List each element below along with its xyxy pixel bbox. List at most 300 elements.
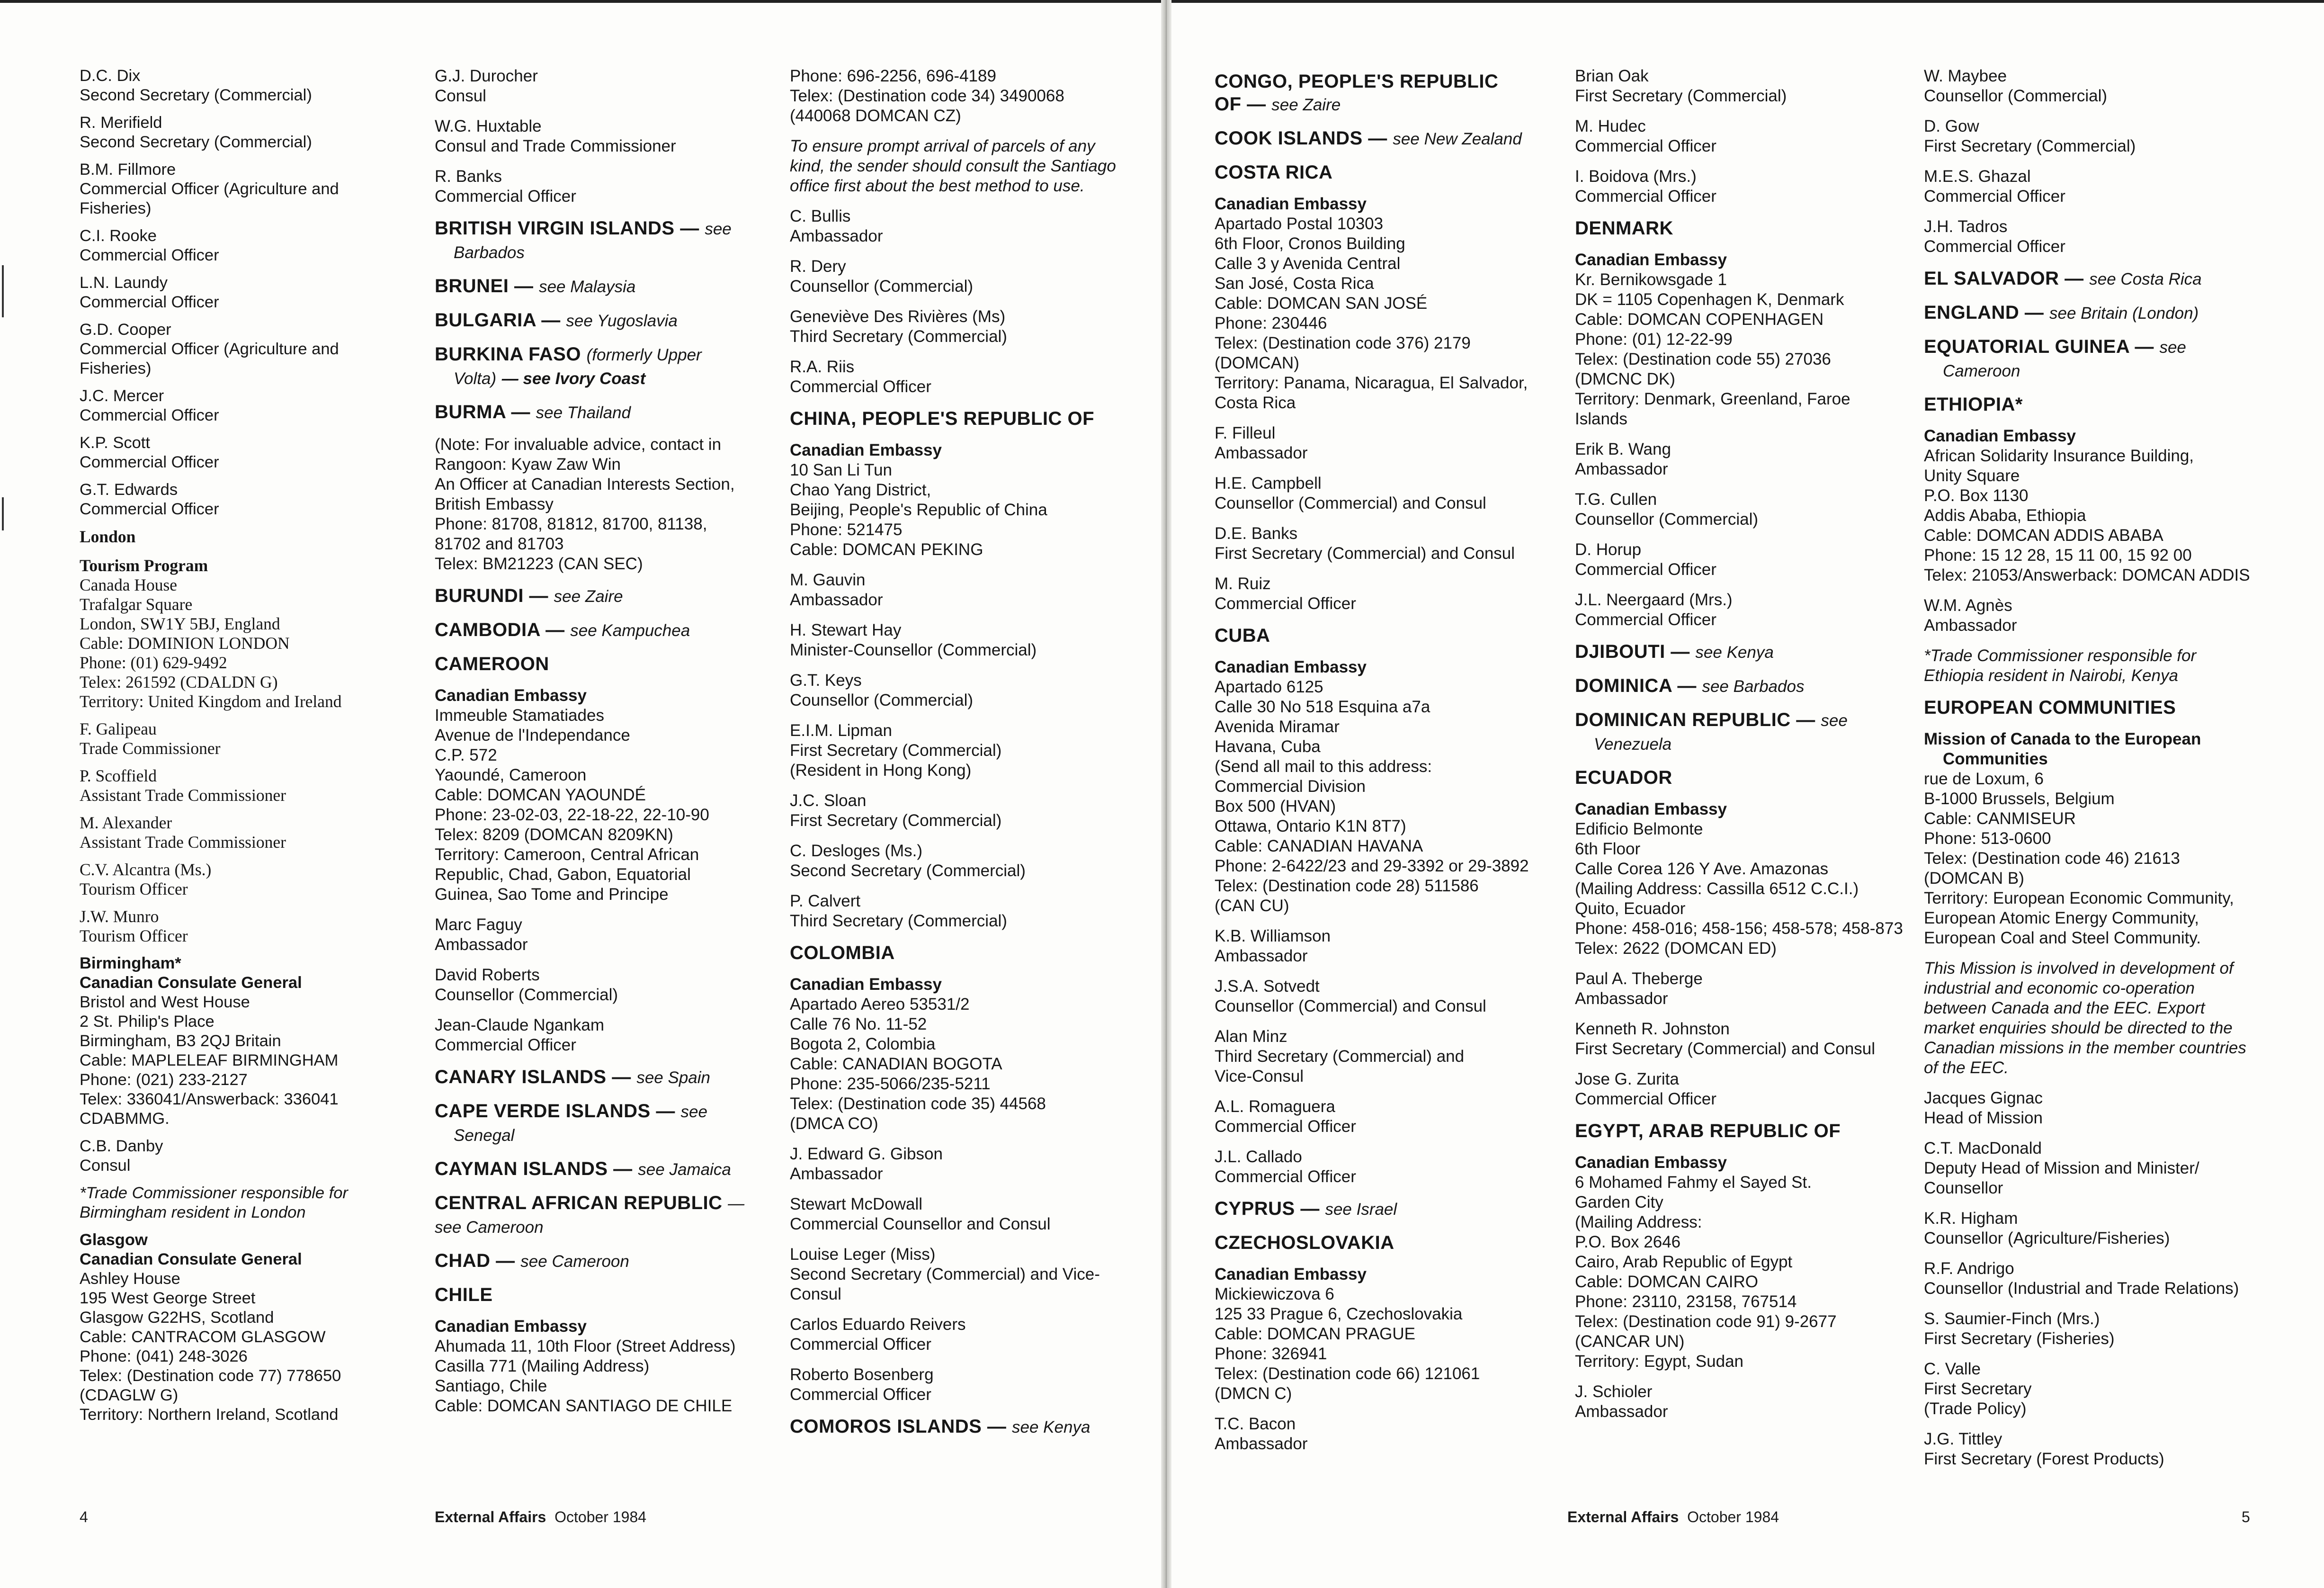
address-line: (DOMCAN B) [1924, 869, 2024, 888]
cross-reference: see Jamaica [638, 1160, 731, 1179]
address-line: (DOMCAN) [1215, 354, 1299, 372]
staff-title: Deputy Head of Mission and Minister/ [1924, 1159, 2199, 1177]
address-block [1575, 270, 1906, 429]
address-line: rue de Loxum, 6 [1924, 770, 2044, 788]
staff-name: J.L. Callado [1215, 1148, 1302, 1166]
cross-reference: see New Zealand [1393, 130, 1522, 148]
address-line: London, SW1Y 5BJ, England [80, 614, 280, 633]
footer-date: October 1984 [554, 1508, 647, 1525]
address-line: Cable: CANMISEUR [1924, 809, 2076, 828]
staff-name: L.N. Laundy [80, 274, 168, 292]
address-line: (440068 DOMCAN CZ) [790, 107, 961, 125]
staff-title: Counsellor (Commercial) [435, 986, 618, 1004]
address-line: Havana, Cuba [1215, 737, 1321, 756]
cross-reference: Cameroon [1943, 362, 2020, 380]
staff-entry [790, 307, 1121, 347]
staff-entry [1575, 167, 1906, 206]
address-line: (Send all mail to this address: [1215, 757, 1432, 776]
country-name: ETHIOPIA* [1924, 394, 2023, 415]
staff-title: Ambassador [435, 935, 528, 954]
country-name: CAPE VERDE ISLANDS — [435, 1101, 675, 1121]
staff-name: D.E. Banks [1215, 524, 1298, 543]
country-name: CHAD — [435, 1250, 515, 1271]
country-name: BURKINA FASO [435, 344, 581, 365]
address-line: Apartado 6125 [1215, 678, 1323, 696]
staff-title: First Secretary (Commercial) [790, 741, 1002, 760]
staff-title: First Secretary (Commercial) [1575, 87, 1787, 105]
address-line: Avenue de l'Independance [435, 726, 630, 745]
staff-name: Alan Minz [1215, 1027, 1287, 1046]
address-line: San José, Costa Rica [1215, 274, 1374, 293]
staff-name: G.T. Edwards [80, 481, 178, 499]
staff-name: B.M. Fillmore [80, 161, 176, 179]
staff-title: Consul and Trade Commissioner [435, 137, 676, 155]
cross-reference: see Cameroon [520, 1252, 629, 1271]
address-line: Santiago, Chile [435, 1377, 547, 1395]
address-line: An Officer at Canadian Interests Section, [435, 475, 735, 493]
cross-reference: see Kampuchea [570, 621, 690, 640]
staff-entry [1924, 1259, 2255, 1299]
address-line: Phone: 15 12 28, 15 11 00, 15 92 00 [1924, 546, 2192, 565]
address-line: 6 Mohamed Fahmy el Sayed St. [1575, 1173, 1812, 1192]
address-block [1924, 446, 2255, 585]
address-line: Telex: BM21223 (CAN SEC) [435, 555, 643, 573]
address-block [790, 66, 1121, 126]
city-heading: London [80, 527, 136, 546]
footer-publication: External Affairs [1567, 1508, 1679, 1525]
staff-title: Consul [435, 87, 486, 105]
country-heading [1215, 127, 1546, 151]
staff-title: Third Secretary (Commercial) [790, 912, 1007, 930]
address-line: Calle 76 No. 11-52 [790, 1015, 927, 1033]
staff-name: D. Gow [1924, 117, 1979, 135]
right-page [1166, 0, 2324, 1588]
staff-entry [1924, 167, 2255, 206]
country-heading [435, 343, 766, 390]
staff-name: E.I.M. Lipman [790, 721, 892, 740]
country-heading [435, 619, 766, 642]
staff-title: Commercial Officer [80, 293, 219, 311]
staff-name: T.G. Cullen [1575, 490, 1657, 509]
cross-reference: Venezuela [1594, 735, 1672, 754]
country-heading [1575, 640, 1906, 664]
address-line: Telex: 8209 (DOMCAN 8209KN) [435, 825, 673, 844]
staff-name: W. Maybee [1924, 67, 2007, 85]
staff-title: Counsellor (Industrial and Trade Relations) [1924, 1279, 2239, 1298]
address-line: Apartado Aereo 53531/2 [790, 995, 970, 1014]
country-name: CAMEROON [435, 654, 549, 674]
country-name: COMOROS ISLANDS — [790, 1416, 1007, 1437]
country-heading [790, 1415, 1121, 1439]
staff-name: P. Scoffield [80, 766, 157, 785]
staff-name: C.V. Alcantra (Ms.) [80, 860, 212, 879]
staff-entry [790, 1365, 1121, 1405]
address-line: Rangoon: Kyaw Zaw Win [435, 455, 621, 474]
staff-title: Second Secretary (Commercial) and Vice- [790, 1265, 1100, 1283]
address-line: Cable: MAPLELEAF BIRMINGHAM [80, 1051, 339, 1069]
mission-name: Canadian Embassy [1215, 658, 1367, 676]
staff-title: Counsellor (Commercial) [1924, 87, 2108, 105]
staff-name: R. Merifield [80, 114, 162, 132]
staff-entry [790, 841, 1121, 881]
address-block [80, 1269, 411, 1425]
staff-name: K.R. Higham [1924, 1209, 2018, 1228]
address-line: Cable: DOMCAN PRAGUE [1215, 1325, 1415, 1343]
address-line: Calle 30 No 518 Esquina a7a [1215, 698, 1430, 716]
mission-name: Canadian Embassy [1215, 1265, 1367, 1283]
staff-entry [790, 1194, 1121, 1234]
address-line: Territory: United Kingdom and Ireland [80, 692, 342, 711]
staff-title: Commercial Officer [790, 1335, 931, 1354]
address-block [1215, 1284, 1546, 1404]
country-name: ENGLAND — [1924, 302, 2044, 323]
country-name: COSTA RICA [1215, 162, 1333, 183]
address-line: Chao Yang District, [790, 481, 931, 499]
staff-title: First Secretary (Commercial) and Consul [1575, 1040, 1876, 1058]
country-heading [1215, 1231, 1546, 1254]
mission-name: Canadian Embassy [435, 1317, 587, 1336]
staff-entry [1575, 1019, 1906, 1059]
address-line: Republic, Chad, Gabon, Equatorial [435, 865, 691, 884]
staff-title: First Secretary (Fisheries) [1924, 1329, 2115, 1348]
staff-title: Counsellor (Commercial) and Consul [1215, 494, 1486, 512]
address-line: Telex: (Destination code 35) 44568 [790, 1095, 1046, 1113]
staff-entry [1924, 217, 2255, 257]
left-column-3 [790, 66, 1121, 1449]
country-heading [435, 1283, 766, 1306]
country-heading [435, 584, 766, 608]
staff-name: G.J. Durocher [435, 67, 538, 85]
staff-title: Commercial Officer [1575, 610, 1716, 629]
country-name: BULGARIA — [435, 310, 561, 331]
staff-name: J.C. Sloan [790, 791, 867, 810]
staff-name: J.L. Neergaard (Mrs.) [1575, 591, 1733, 609]
address-line: Telex: (Destination code 46) 21613 [1924, 849, 2180, 868]
staff-name: J.G. Tittley [1924, 1430, 2002, 1448]
staff-entry [1215, 926, 1546, 966]
staff-entry [790, 206, 1121, 246]
staff-title: Commercial Officer [1215, 1117, 1356, 1136]
country-heading [435, 1157, 766, 1181]
address-line: Bristol and West House [80, 993, 250, 1011]
country-heading [1924, 393, 2255, 416]
staff-title: Counsellor (Commercial) [790, 691, 974, 709]
address-line: Territory: Egypt, Sudan [1575, 1352, 1743, 1371]
country-name: COLOMBIA [790, 942, 895, 963]
staff-title: Assistant Trade Commissioner [80, 833, 286, 852]
staff-entry [80, 160, 411, 218]
staff-title: Head of Mission [1924, 1109, 2043, 1127]
staff-title: (Trade Policy) [1924, 1400, 2027, 1418]
staff-title: Commercial Officer [1215, 1167, 1356, 1186]
address-line: European Atomic Energy Community, [1924, 909, 2199, 927]
cross-reference: Barbados [454, 243, 525, 262]
address-block [80, 575, 411, 711]
staff-name: C.B. Danby [80, 1137, 163, 1155]
staff-name: Paul A. Theberge [1575, 969, 1703, 988]
staff-entry [1215, 1414, 1546, 1454]
address-line: Avenida Miramar [1215, 718, 1340, 736]
mission-name: Canadian Embassy [1575, 800, 1727, 818]
staff-entry [1575, 590, 1906, 630]
staff-name: R. Banks [435, 167, 502, 186]
address-line: Edificio Belmonte [1575, 820, 1703, 838]
country-heading [435, 1192, 766, 1239]
country-heading [1575, 709, 1906, 756]
staff-entry [790, 570, 1121, 610]
staff-name: P. Calvert [790, 892, 861, 910]
staff-entry [1575, 969, 1906, 1009]
country-heading [1575, 217, 1906, 240]
staff-name: Erik B. Wang [1575, 440, 1671, 458]
country-heading [1575, 674, 1906, 698]
staff-title: Ambassador [1215, 444, 1308, 462]
staff-entry [435, 66, 766, 106]
address-line: Guinea, Sao Tome and Principe [435, 885, 669, 904]
cross-reference: see Barbados [1702, 677, 1805, 696]
cross-reference: see Yugoslavia [566, 312, 678, 330]
country-heading [1924, 696, 2255, 719]
staff-name: A.L. Romaguera [1215, 1097, 1335, 1116]
staff-entry [790, 671, 1121, 710]
address-line: Box 500 (HVAN) [1215, 797, 1336, 816]
staff-title: Ambassador [790, 1165, 883, 1183]
address-line: P.O. Box 2646 [1575, 1233, 1681, 1251]
staff-entry [80, 386, 411, 425]
cross-reference: see [1821, 711, 1848, 730]
staff-title: Fisheries) [80, 359, 152, 377]
country-name: CANARY ISLANDS — [435, 1067, 631, 1087]
right-column-3 [1924, 66, 2255, 1480]
staff-title: Commercial Officer [80, 500, 219, 518]
staff-title: First Secretary [1924, 1380, 2032, 1398]
address-line: Cable: DOMCAN SAN JOSÉ [1215, 294, 1428, 313]
staff-entry [1575, 66, 1906, 106]
address-line: Territory: European Economic Community, [1924, 889, 2234, 907]
country-name: EGYPT, ARAB REPUBLIC OF [1575, 1121, 1841, 1141]
staff-title: Minister-Counsellor (Commercial) [790, 641, 1037, 659]
address-line: 6th Floor [1575, 840, 1641, 858]
address-line: Territory: Northern Ireland, Scotland [80, 1406, 339, 1424]
country-name: CAMBODIA — [435, 619, 565, 640]
staff-entry [80, 813, 411, 852]
address-line: Telex: (Destination code 91) 9-2677 [1575, 1312, 1837, 1331]
staff-entry [80, 766, 411, 805]
staff-title: Assistant Trade Commissioner [80, 786, 286, 805]
staff-title: Commercial Officer [80, 406, 219, 424]
staff-entry [1575, 117, 1906, 156]
address-line: 2 St. Philip's Place [80, 1013, 215, 1031]
staff-name: Jose G. Zurita [1575, 1070, 1679, 1088]
staff-entry [80, 433, 411, 472]
staff-name: G.T. Keys [790, 671, 862, 690]
footer-publication: External Affairs [435, 1508, 546, 1525]
address-line: Territory: Panama, Nicaragua, El Salvador, [1215, 374, 1528, 392]
address-line: Cable: DOMINION LONDON [80, 634, 290, 653]
country-heading [1215, 161, 1546, 184]
staff-title: Ambassador [1575, 1402, 1668, 1421]
staff-entry [1215, 1147, 1546, 1187]
staff-title: Commercial Officer (Agriculture and [80, 340, 339, 358]
address-block [435, 435, 766, 574]
staff-name: Brian Oak [1575, 67, 1649, 85]
staff-title: Commercial Officer [1575, 560, 1716, 579]
address-line: Calle Corea 126 Y Ave. Amazonas [1575, 860, 1829, 878]
country-heading [790, 407, 1121, 430]
cross-reference: — see Cameroon [435, 1194, 745, 1237]
address-line: C.P. 572 [435, 746, 497, 764]
country-heading [1575, 766, 1906, 789]
country-name: CENTRAL AFRICAN REPUBLIC [435, 1193, 723, 1213]
country-name: BURMA — [435, 402, 530, 422]
page-number: 4 [80, 1508, 88, 1525]
address-line: Cable: DOMCAN ADDIS ABABA [1924, 526, 2163, 545]
country-heading [435, 1100, 766, 1147]
address-line: Phone: 521475 [790, 520, 903, 539]
country-name: EQUATORIAL GUINEA — [1924, 336, 2154, 357]
address-line: Territory: Denmark, Greenland, Faroe [1575, 390, 1850, 408]
staff-name: M. Hudec [1575, 117, 1646, 135]
staff-title: Counsellor (Commercial) and Consul [1215, 997, 1486, 1015]
country-name: COOK ISLANDS — [1215, 128, 1387, 149]
staff-title: Counsellor (Commercial) [1575, 510, 1759, 529]
mission-name: Canadian Consulate General [80, 1250, 302, 1268]
staff-entry [1215, 524, 1546, 564]
staff-name: Carlos Eduardo Reivers [790, 1315, 966, 1334]
country-name: EL SALVADOR — [1924, 268, 2084, 289]
address-line: Telex: 2622 (DOMCAN ED) [1575, 939, 1777, 958]
staff-entry [1575, 490, 1906, 529]
address-line: (Mailing Address: [1575, 1213, 1702, 1231]
country-name: DOMINICAN REPUBLIC — [1575, 709, 1815, 730]
country-heading [435, 1249, 766, 1273]
staff-title: Ambassador [1924, 616, 2017, 635]
address-line: Ahumada 11, 10th Floor (Street Address) [435, 1337, 736, 1355]
address-line: 195 West George Street [80, 1289, 256, 1307]
address-line: Trafalgar Square [80, 595, 193, 614]
address-line: Commercial Division [1215, 777, 1366, 796]
address-line: Phone: 326941 [1215, 1345, 1327, 1363]
staff-title: Third Secretary (Commercial) [790, 327, 1007, 346]
address-line: Phone: (041) 248-3026 [80, 1347, 248, 1365]
address-line: Ashley House [80, 1270, 180, 1288]
staff-name: M.E.S. Ghazal [1924, 167, 2031, 186]
address-line: Phone: 513-0600 [1924, 829, 2051, 848]
address-line: Glasgow G22HS, Scotland [80, 1309, 274, 1327]
cross-reference: see Spain [636, 1068, 710, 1087]
address-block [80, 993, 411, 1129]
margin-mark [2, 265, 4, 317]
address-line: CDABMMG. [80, 1110, 170, 1128]
address-line: Telex: (Destination code 34) 3490068 [790, 87, 1064, 105]
staff-entry [1924, 1209, 2255, 1248]
mission-name: Canadian Embassy [1575, 251, 1727, 269]
address-line: DK = 1105 Copenhagen K, Denmark [1575, 290, 1844, 309]
address-line: Telex: (Destination code 77) 778650 [80, 1367, 341, 1385]
staff-title: Tourism Officer [80, 926, 188, 945]
country-name: DJIBOUTI — [1575, 641, 1690, 662]
staff-name: M. Gauvin [790, 571, 866, 589]
address-line: European Coal and Steel Community. [1924, 929, 2201, 947]
left-column-2 [435, 66, 766, 1427]
staff-name: H.E. Campbell [1215, 474, 1322, 493]
mission-name: Canadian Consulate General [80, 974, 302, 992]
staff-entry [1215, 1027, 1546, 1086]
staff-name: J.W. Munro [80, 907, 159, 926]
address-block [1575, 819, 1906, 959]
country-heading [1215, 70, 1546, 117]
staff-title: Ambassador [1575, 460, 1668, 478]
address-line: Beijing, People's Republic of China [790, 501, 1047, 519]
staff-name: F. Filleul [1215, 424, 1276, 442]
mission-name: Canadian Embassy [790, 441, 942, 459]
staff-entry [80, 719, 411, 758]
staff-title: Ambassador [1215, 1435, 1308, 1453]
staff-name: D. Horup [1575, 540, 1642, 559]
staff-entry [80, 860, 411, 899]
country-name: CHINA, PEOPLE'S REPUBLIC OF [790, 408, 1095, 429]
staff-name: D.C. Dix [80, 67, 141, 85]
address-line: Cable: DOMCAN SANTIAGO DE CHILE [435, 1397, 733, 1415]
address-line: Telex: 336041/Answerback: 336041 [80, 1090, 339, 1108]
country-name: OF — [1215, 94, 1266, 115]
staff-name: G.D. Cooper [80, 321, 171, 339]
address-line: (CANCAR UN) [1575, 1332, 1685, 1351]
staff-title: Ambassador [790, 591, 883, 609]
staff-name: K.P. Scott [80, 434, 150, 452]
address-line: Phone: 230446 [1215, 314, 1327, 332]
staff-name: Geneviève Des Rivières (Ms) [790, 307, 1006, 326]
address-block [790, 460, 1121, 560]
staff-name: David Roberts [435, 966, 540, 984]
mission-name: Communities [1943, 750, 2048, 768]
staff-title: Second Secretary (Commercial) [790, 861, 1026, 880]
address-line: (CAN CU) [1215, 897, 1289, 915]
staff-name: F. Galipeau [80, 719, 157, 738]
staff-title: First Secretary (Commercial) and Consul [1215, 544, 1515, 563]
address-block [435, 706, 766, 905]
staff-title: Commercial Officer (Agriculture and [80, 180, 339, 198]
address-line: Ottawa, Ontario K1N 8T7) [1215, 817, 1406, 835]
right-column-1 [1215, 66, 1546, 1464]
staff-name: M. Alexander [80, 813, 172, 832]
staff-entry [790, 721, 1121, 781]
staff-name: Louise Leger (Miss) [790, 1245, 936, 1264]
staff-title: Ambassador [1215, 947, 1308, 965]
address-line: Cable: CANTRACOM GLASGOW [80, 1328, 326, 1346]
cross-reference: see [705, 220, 732, 238]
staff-title: Commercial Officer [435, 1036, 576, 1054]
address-line: Phone: 458-016; 458-156; 458-578; 458-873 [1575, 919, 1903, 938]
country-heading [435, 401, 766, 424]
staff-title: Fisheries) [80, 199, 152, 217]
address-line: Phone: 696-2256, 696-4189 [790, 67, 996, 85]
address-line: Phone: 23110, 23158, 767514 [1575, 1292, 1797, 1311]
address-line: Telex: 21053/Answerback: DOMCAN ADDIS [1924, 566, 2250, 584]
staff-entry [1924, 66, 2255, 106]
staff-title: Commercial Officer [1575, 137, 1716, 155]
staff-entry [80, 480, 411, 519]
address-line: Addis Ababa, Ethiopia [1924, 506, 2086, 525]
staff-name: J.H. Tadros [1924, 217, 2008, 236]
staff-title: Counsellor (Commercial) [790, 277, 974, 296]
address-line: Kr. Bernikowsgade 1 [1575, 270, 1727, 289]
staff-entry [1924, 1309, 2255, 1349]
note-text: This Mission is involved in development of industrial and economic co-operation between Canada and the EEC. Export market enquiries should be directed to the Canadian missions in the member countries of the EEC. [1924, 959, 2246, 1077]
staff-entry [790, 891, 1121, 931]
staff-name: J.C. Mercer [80, 387, 164, 405]
address-line: Islands [1575, 410, 1627, 428]
